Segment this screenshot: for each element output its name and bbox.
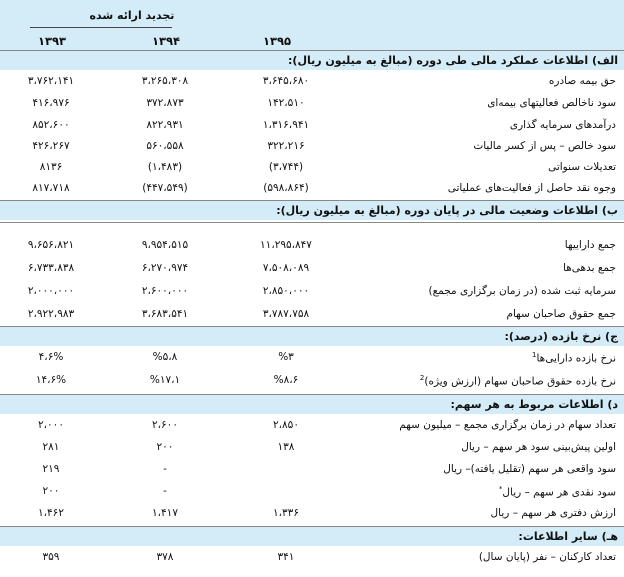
section-header xyxy=(0,200,624,220)
row-label xyxy=(479,551,616,563)
row-label-text: سود نقدی هر سهم – ریال xyxy=(502,486,616,499)
value-1393: ۸۵۲،۶۰۰ xyxy=(32,119,70,131)
table-row xyxy=(0,348,624,368)
value-1394: (۱،۴۸۳) xyxy=(147,161,183,173)
value-1394: ۸۲۲،۹۳۱ xyxy=(146,119,184,131)
value-1394: (۴۴۷،۵۴۹) xyxy=(142,182,188,194)
row-label xyxy=(487,97,616,109)
value-1394: ۱،۴۱۷ xyxy=(152,507,178,519)
row-label xyxy=(565,239,616,251)
value-1393: ۸۱۳۶ xyxy=(39,161,63,173)
table-row xyxy=(0,116,624,136)
value-1394: ۳،۲۶۵،۳۰۸ xyxy=(141,75,189,87)
value-1395: %۸،۶ xyxy=(273,374,299,386)
section-title: ب) اطلاعات وضعیت مالی در پایان دوره (مبالغ به میلیون ریال): xyxy=(276,204,618,217)
row-label xyxy=(399,419,616,431)
value-1394: ۳،۶۸۳،۵۴۱ xyxy=(141,308,189,320)
value-1393: ۹،۶۵۶،۸۲۱ xyxy=(27,239,75,251)
row-label xyxy=(461,441,616,453)
value-1394: %۱۷،۱ xyxy=(149,374,181,386)
row-label xyxy=(510,119,616,131)
row-label-text: نرخ بازده حقوق صاحبان سهام (ارزش ویژه) xyxy=(424,375,616,388)
row-label xyxy=(443,463,616,475)
year-header-1395: ۱۳۹۵ xyxy=(262,34,292,48)
table-row xyxy=(0,305,624,325)
row-label xyxy=(548,161,616,173)
value-1395: (۵۹۸،۸۶۴) xyxy=(263,182,309,194)
row-label xyxy=(532,351,616,365)
value-1393: ۴۲۶،۲۶۷ xyxy=(32,140,70,152)
year-header-1394: ۱۳۹۴ xyxy=(151,34,181,48)
value-1395: ۷،۵۰۸،۰۸۹ xyxy=(262,262,310,274)
value-1393: ۲۸۱ xyxy=(42,441,60,453)
value-1393: ۸۱۷،۷۱۸ xyxy=(32,182,70,194)
value-1393: ۶،۷۳۳،۸۳۸ xyxy=(27,262,75,274)
table-row xyxy=(0,72,624,92)
table-row xyxy=(0,236,624,256)
value-1393: ۴۱۶،۹۷۶ xyxy=(32,97,70,109)
section-title: هـ) سایر اطلاعات: xyxy=(518,530,618,543)
table-row xyxy=(0,179,624,199)
table-row xyxy=(0,482,624,502)
value-1393: ۲،۰۰۰ xyxy=(38,419,64,431)
value-1393: ۱،۴۶۲ xyxy=(38,507,64,519)
row-label xyxy=(499,485,616,499)
value-1395: ۱۳۸ xyxy=(277,441,295,453)
value-1395: (۳،۷۴۴) xyxy=(268,161,304,173)
value-1394: - xyxy=(163,463,167,475)
table-row xyxy=(0,137,624,157)
section-title: الف) اطلاعات عملکرد مالی طی دوره (مبالغ به میلیون ریال): xyxy=(288,54,618,67)
value-1395: ۳،۷۸۷،۷۵۸ xyxy=(262,308,310,320)
restated-caption: تجدید ارائه شده xyxy=(89,9,175,22)
section-divider xyxy=(0,222,624,223)
value-1395: ۱،۳۱۶،۹۴۱ xyxy=(262,119,310,131)
value-1394: ۵۶۰،۵۵۸ xyxy=(146,140,184,152)
row-label-text: تعداد کارکنان – نفر (پایان سال) xyxy=(478,551,616,563)
row-label-text: سود خالص – پس از کسر مالیات xyxy=(473,140,616,152)
row-label xyxy=(549,75,616,87)
table-row xyxy=(0,416,624,436)
value-1393: ۳۵۹ xyxy=(42,551,60,563)
section-header xyxy=(0,326,624,346)
footnote-marker: 2 xyxy=(419,374,425,382)
value-1395: ۳۴۱ xyxy=(277,551,295,563)
value-1395: ۳۲۲،۲۱۶ xyxy=(267,140,305,152)
year-header-1393: ۱۳۹۳ xyxy=(37,34,67,48)
value-1393: ۳،۷۶۲،۱۴۱ xyxy=(27,75,75,87)
value-1395: ۲،۸۵۰ xyxy=(273,419,299,431)
row-label-text: جمع بدهی‌ها xyxy=(563,262,616,274)
value-1395: ۱،۳۳۶ xyxy=(273,507,299,519)
value-1394: - xyxy=(163,485,167,497)
section-title: ج) نرخ بازده (درصد): xyxy=(504,330,618,343)
table-row xyxy=(0,548,624,568)
table-row xyxy=(0,158,624,178)
section-title: د) اطلاعات مربوط به هر سهم: xyxy=(450,398,618,411)
row-label-text: حق بیمه صادره xyxy=(548,75,616,87)
footnote-marker: * xyxy=(498,485,503,493)
value-1394: ۲،۶۰۰،۰۰۰ xyxy=(141,285,189,297)
table-row xyxy=(0,438,624,458)
table-row xyxy=(0,282,624,302)
row-label-text: جمع حقوق صاحبان سهام xyxy=(506,308,616,320)
value-1393: ۱۴،۶% xyxy=(35,374,67,386)
row-label-text: سود واقعی هر سهم (تقلیل یافته)– ریال xyxy=(443,463,616,475)
row-label-text: ارزش دفتری هر سهم – ریال xyxy=(490,507,616,519)
value-1393: ۲۱۹ xyxy=(42,463,60,475)
value-1395: ۳،۶۴۵،۶۸۰ xyxy=(262,75,310,87)
section-header xyxy=(0,394,624,414)
row-label xyxy=(563,262,616,274)
row-label xyxy=(428,285,616,297)
value-1394: ۲۰۰ xyxy=(156,441,174,453)
row-label-text: نرخ بازده دارایی‌ها xyxy=(536,352,616,365)
row-label-text: تعداد سهام در زمان برگزاری مجمع – میلیون سهم xyxy=(399,419,616,431)
table-row xyxy=(0,371,624,391)
value-1395: ۱۱،۲۹۵،۸۴۷ xyxy=(260,239,312,251)
table-header xyxy=(0,0,624,50)
value-1393: ۴،۶% xyxy=(38,351,64,363)
row-label-text: جمع داراییها xyxy=(564,239,616,251)
row-label xyxy=(506,308,616,320)
value-1394: ۳۷۲،۸۷۳ xyxy=(146,97,184,109)
value-1395: ۱۴۲،۵۱۰ xyxy=(267,97,305,109)
row-label xyxy=(491,507,616,519)
value-1393: ۲،۰۰۰،۰۰۰ xyxy=(27,285,75,297)
table-row xyxy=(0,460,624,480)
footnote-marker: 1 xyxy=(532,351,537,359)
value-1394: ۲،۶۰۰ xyxy=(152,419,178,431)
table-row xyxy=(0,504,624,524)
value-1394: %۵،۸ xyxy=(152,351,178,363)
row-label xyxy=(448,182,616,194)
value-1393: ۲۰۰ xyxy=(42,485,60,497)
row-label xyxy=(420,374,616,388)
row-label-text: تعدیلات سنواتی xyxy=(548,161,616,173)
restated-underline xyxy=(30,27,172,28)
table-row xyxy=(0,94,624,114)
row-label-text: اولین پیش‌بینی سود هر سهم – ریال xyxy=(461,441,616,453)
row-label-text: درآمدهای سرمایه گذاری xyxy=(509,119,616,131)
section-header xyxy=(0,50,624,70)
value-1395: %۳ xyxy=(278,351,294,363)
value-1394: ۹،۹۵۴،۵۱۵ xyxy=(141,239,189,251)
section-header xyxy=(0,526,624,546)
value-1395: ۲،۸۵۰،۰۰۰ xyxy=(262,285,310,297)
row-label-text: سرمایه ثبت شده (در زمان برگزاری مجمع) xyxy=(428,285,616,297)
row-label-text: سود ناخالص فعالیتهای بیمه‌ای xyxy=(487,97,616,109)
row-label xyxy=(473,140,616,152)
value-1394: ۶،۲۷۰،۹۷۴ xyxy=(141,262,189,274)
value-1394: ۳۷۸ xyxy=(156,551,174,563)
row-label-text: وجوه نقد حاصل از فعالیت‌های عملیاتی xyxy=(447,182,616,194)
table-row xyxy=(0,259,624,279)
value-1393: ۲،۹۲۲،۹۸۳ xyxy=(27,308,75,320)
